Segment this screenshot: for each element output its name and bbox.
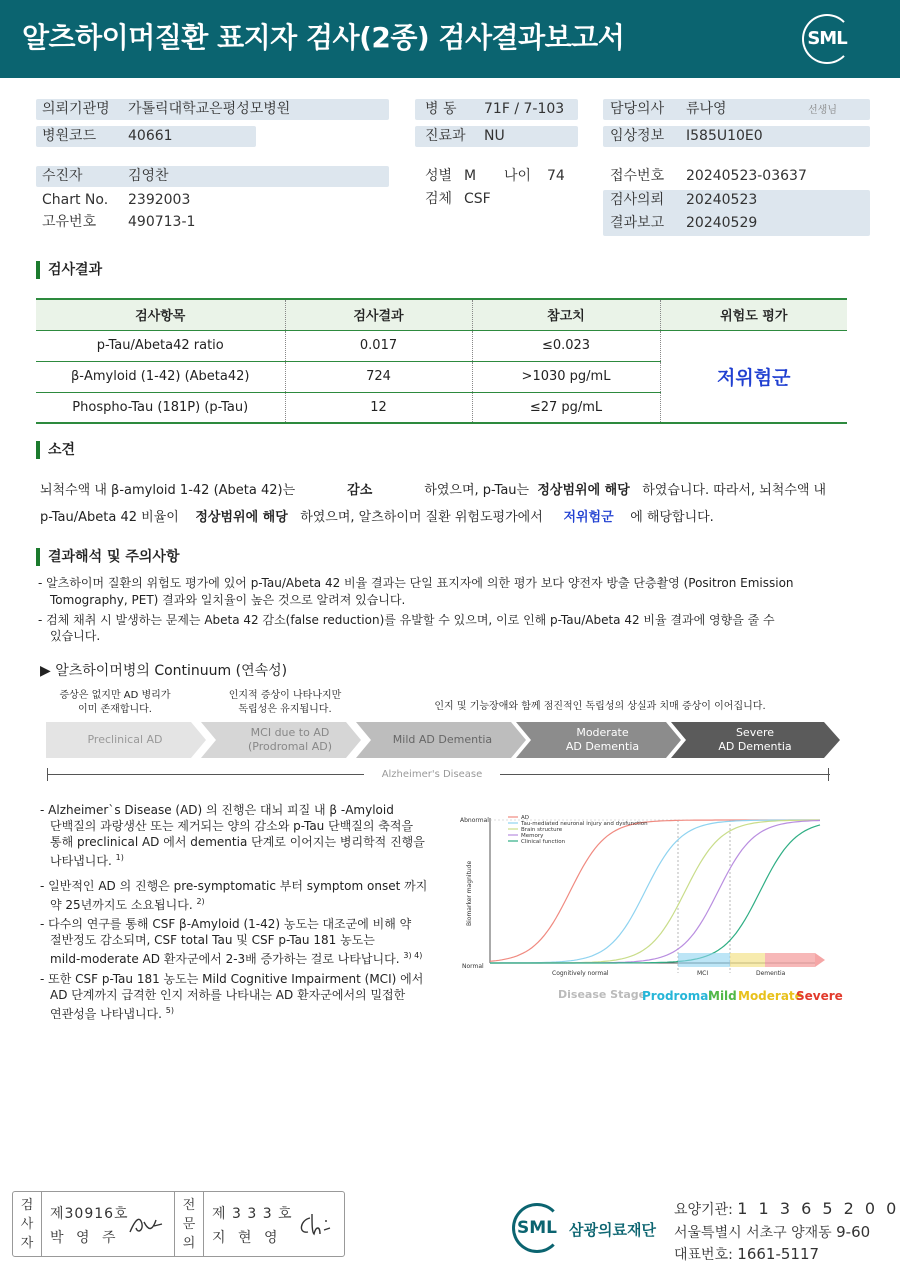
report-header [0, 0, 900, 78]
graph-stage-prodromal: Prodromal [642, 989, 713, 1003]
legend-label: Memory [521, 833, 544, 839]
dept-label: 진료과 [425, 128, 466, 144]
interp-section-title: 결과해석 및 주의사항 [36, 548, 179, 566]
request-label: 검사의뢰 [610, 192, 665, 208]
cell-value: 12 [285, 392, 472, 423]
cell-ref: >1030 pg/mL [472, 361, 660, 392]
axis-tick-right [828, 768, 829, 781]
uid-value: 490713-1 [128, 214, 196, 230]
cell-item: p-Tau/Abeta42 ratio [36, 330, 285, 361]
graph-band-moderate [730, 953, 765, 967]
stage-severe: Severe AD Dementia [718, 726, 792, 753]
findings-line-2: p-Tau/Abeta 42 비율이 정상범위에 해당 하였으며, 알츠하이머 질환 위험도평가에서 저위험군 에 해당합니다. [40, 510, 714, 525]
legend-label: AD [521, 815, 529, 821]
sml-logo: SML [802, 14, 852, 64]
risk-assessment: 저위험군 [717, 366, 791, 389]
specimen-label: 검체 [425, 191, 453, 207]
doctor-label: 담당의사 [610, 101, 665, 117]
ref-2: - 일반적인 AD 의 진행은 pre-symptomatic 부터 symptom onset 까지 약 25년까지도 소요됩니다. $^{2)}$ [40, 879, 428, 912]
stage-mild: Mild AD Dementia [392, 733, 493, 746]
graph-stage-mild: Mild [708, 989, 737, 1003]
clinical-value: I585U10E0 [686, 128, 763, 144]
sml-footer-logo: SML [512, 1203, 562, 1253]
graph-band-arrow [815, 953, 825, 967]
specimen-value: CSF [464, 191, 491, 207]
specialist-label: 전 문 의 [182, 1198, 196, 1251]
findings-section-title: 소견 [36, 441, 75, 459]
col-ref: 참고치 [472, 299, 660, 330]
axis-line-left [48, 774, 364, 775]
axis-label: Alzheimer's Disease [381, 769, 483, 780]
org-name: 삼광의료재단 [569, 1221, 656, 1239]
stage-preclinical: Preclinical AD [87, 733, 163, 746]
continuum-desc-3: 인지 및 기능장애와 함께 점진적인 독립성의 상실과 치매 증상이 이어집니다. [434, 701, 766, 712]
graph-stage-label: Disease Stage [558, 988, 647, 1001]
report-title: 알츠하이머질환 표지자 검사(2종) 검사결과보고서 [22, 21, 625, 54]
chart-label: Chart No. [42, 192, 109, 208]
patient-row [36, 166, 389, 187]
graph-stage-moderate: Moderate [738, 989, 803, 1003]
specialist-license: 제 3 3 3 호 [212, 1206, 293, 1222]
ref-3: - 다수의 연구를 통해 CSF β-Amyloid (1-42) 농도는 대조군에 비해 약 절반정도 감소되며, CSF total Tau 및 CSF p-Tau 181 농도는 mild-moderate AD 환자군에서 2-3배 증가하는 걸로 나타납니다. $^{3) 4)}$ [40, 917, 423, 966]
graph-curve-4 [490, 825, 820, 963]
clinical-label: 임상정보 [610, 128, 665, 144]
patient-label: 수진자 [42, 168, 83, 184]
age-label: 나이 [504, 168, 532, 184]
note-1: - 알츠하이머 질환의 위험도 평가에 있어 p-Tau/Abeta 42 비율 결과는 단일 표지자에 의한 평가 보다 양전자 방출 단층촬영 (Positron Emission [38, 576, 794, 590]
sex-label: 성별 [425, 168, 453, 184]
cell-ref: ≤27 pg/mL [472, 392, 660, 423]
receipt-value: 20240523-03637 [686, 168, 807, 184]
graph-stage-severe: Severe [796, 989, 843, 1003]
specialist-name: 지 현 영 [212, 1230, 282, 1246]
results-section-title: 검사결과 [36, 261, 102, 279]
cell-item: β-Amyloid (1-42) (Abeta42) [36, 361, 285, 392]
cell-value: 724 [285, 361, 472, 392]
ward-value: 71F / 7-103 [484, 101, 565, 117]
legend-label: Brain structure [521, 827, 563, 833]
examiner-license: 제30916호 [50, 1206, 129, 1222]
graph-ylabel: Biomarker magnitude [466, 860, 473, 926]
patient-value: 김영찬 [128, 168, 169, 184]
age-value: 74 [547, 168, 565, 184]
uid-label: 고유번호 [42, 214, 97, 230]
code-label: 병원코드 [42, 128, 97, 144]
axis-tick-left [47, 768, 48, 781]
code-value: 40661 [128, 128, 173, 144]
sig-divider-2 [174, 1191, 175, 1257]
cell-value: 0.017 [285, 330, 472, 361]
cell-ref: ≤0.023 [472, 330, 660, 361]
institution-value: 가톨릭대학교은평성모병원 [128, 101, 291, 117]
continuum-desc-1: 증상은 없지만 AD 병리가 이미 존재합니다. [59, 690, 171, 715]
examiner-label: 검 사 자 [20, 1198, 34, 1251]
cell-item: Phospho-Tau (181P) (p-Tau) [36, 392, 285, 423]
col-item: 검사항목 [36, 299, 285, 330]
graph-x-dementia: Dementia [756, 970, 786, 977]
receipt-label: 접수번호 [610, 168, 665, 184]
doctor-value: 류나영 [686, 101, 727, 117]
dept-value: NU [484, 128, 505, 144]
doctor-suffix: 선생님 [808, 105, 837, 116]
examiner-name: 박 영 주 [50, 1230, 120, 1246]
note-2: - 검체 채취 시 발생하는 문제는 Abeta 42 감소(false reduction)를 유발할 수 있으며, 이로 인해 p-Tau/Abeta 42 비율 결과에 영향을 줄 수 [38, 613, 775, 627]
graph-normal-label: Normal [462, 963, 484, 970]
specialist-signature [294, 1210, 338, 1240]
stage-mci: MCI due to AD (Prodromal AD) [247, 726, 333, 753]
sig-divider-3 [203, 1191, 204, 1257]
col-risk: 위험도 평가 [660, 299, 847, 330]
org-id: 요양기관: 1 1 3 6 5 2 0 0 [674, 1199, 900, 1218]
report-date-label: 결과보고 [610, 215, 665, 231]
note-2b: 있습니다. [50, 629, 101, 643]
sig-divider-1 [41, 1191, 42, 1257]
org-phone: 대표번호: 1661-5117 [674, 1245, 820, 1263]
graph-band-mci [678, 953, 730, 967]
col-result: 검사결과 [285, 299, 472, 330]
note-1b: Tomography, PET) 결과와 일치율이 높은 것으로 알려져 있습니다. [50, 593, 406, 607]
results-table [36, 298, 847, 424]
report-date-value: 20240529 [686, 215, 758, 231]
findings-line-1: 뇌척수액 내 β-amyloid 1-42 (Abeta 42)는 감소 하였으며, p-Tau는 정상범위에 해당 하였습니다. 따라서, 뇌척수액 내 [40, 483, 827, 498]
examiner-signature [126, 1210, 166, 1240]
request-value: 20240523 [686, 192, 758, 208]
stage-moderate: Moderate AD Dementia [565, 726, 640, 753]
chart-value: 2392003 [128, 192, 191, 208]
ward-label: 병 동 [425, 101, 457, 117]
graph-band-severe [765, 953, 815, 967]
continuum-title: ▶ 알츠하이머병의 Continuum (연속성) [40, 663, 288, 679]
ref-1: - Alzheimer`s Disease (AD) 의 진행은 대뇌 피질 내 β -Amyloid 단백질의 과랑생산 또는 제거되는 양의 감소와 p-Tau 단백질의 축적을 통해 preclinical AD 에서 dementia 단계로 이어지는 병리학적 진행을 나타냅니다. $^{1)}$ [40, 803, 425, 868]
table-row [36, 330, 847, 361]
legend-label: Tau-mediated neuronal injury and dysfunction [521, 821, 648, 827]
institution-label: 의뢰기관명 [42, 101, 110, 117]
graph-x-normal: Cognitively normal [552, 970, 609, 977]
continuum-desc-2: 인지적 증상이 나타나지만 독립성은 유지됩니다. [228, 690, 342, 715]
legend-label: Clinical function [521, 839, 566, 845]
graph-x-mci: MCI [697, 970, 709, 977]
sex-value: M [464, 168, 477, 184]
org-address: 서울특별시 서초구 양재동 9-60 [674, 1223, 871, 1241]
axis-line-right [500, 774, 830, 775]
biomarker-graph [460, 808, 850, 1008]
graph-abnormal-label: Abnormal [460, 817, 489, 824]
ref-4: - 또한 CSF p-Tau 181 농도는 Mild Cognitive Impairment (MCI) 에서 AD 단계까지 급격한 인지 저하를 나타내는 AD 환자군에서의 밀접한 연관성을 나타냅니다. $^{5)}$ [40, 972, 424, 1021]
